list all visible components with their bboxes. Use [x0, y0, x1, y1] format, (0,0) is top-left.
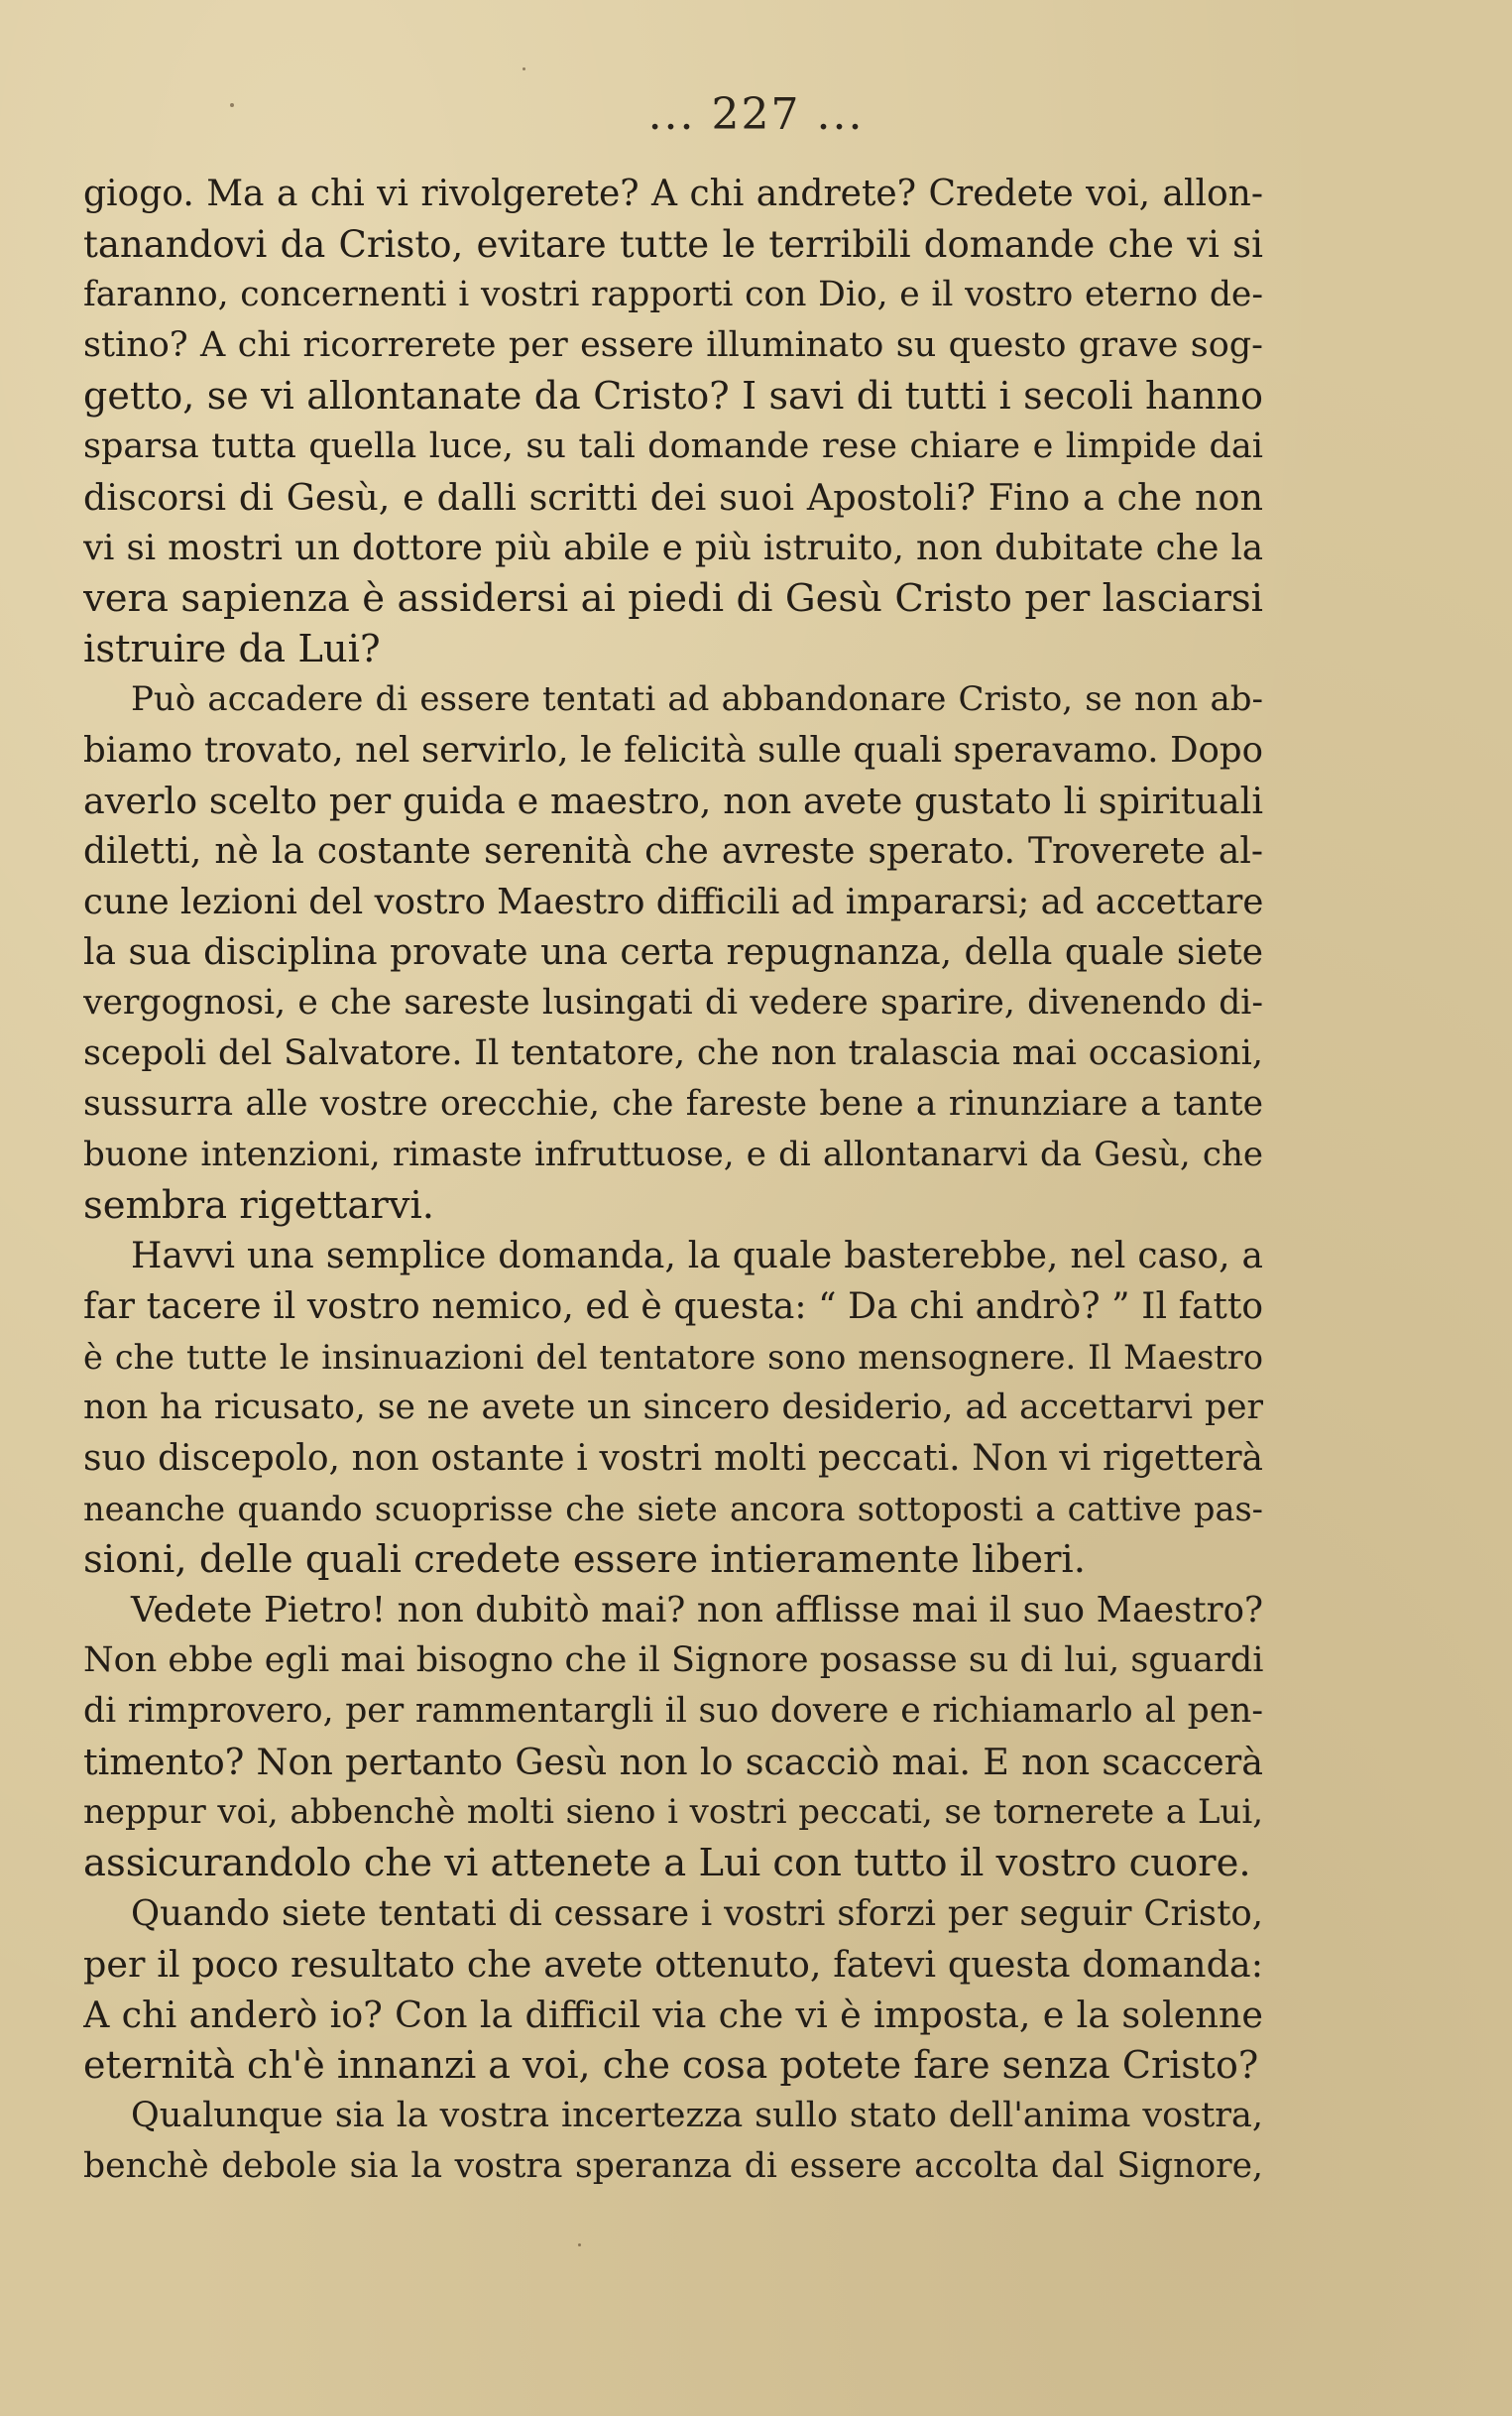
text-line: scepoli del Salvatore. Il tentatore, che non tralascia mai occasioni,: [83, 1033, 1263, 1073]
paper-speck: [230, 103, 234, 107]
text-line: eternità ch'è innanzi a voi, che cosa potete fare senza Cristo?: [83, 2043, 1259, 2087]
text-line: sussurra alle vostre orecchie, che fareste bene a rinunziare a tante: [83, 1084, 1263, 1124]
text-line: biamo trovato, nel servirlo, le felicità sulle quali speravamo. Dopo: [83, 730, 1263, 771]
paper-speck: [523, 67, 525, 70]
body-text: [83, 169, 1263, 2192]
text-line: tanandovi da Cristo, evitare tutte le terribili domande che vi si: [83, 223, 1263, 266]
page-number: ... 227 ...: [647, 89, 865, 140]
text-line: faranno, concernenti i vostri rapporti con Dio, e il vostro eterno de-: [83, 275, 1263, 314]
text-line: Vedete Pietro! non dubitò mai? non afflisse mai il suo Maestro?: [131, 1590, 1263, 1631]
text-line: è che tutte le insinuazioni del tentatore sono mensognere. Il Maestro: [83, 1338, 1263, 1377]
text-line: istruire da Lui?: [83, 627, 381, 671]
text-line: vera sapienza è assidersi ai piedi di Gesù Cristo per lasciarsi: [83, 576, 1263, 621]
text-line: far tacere il vostro nemico, ed è questa: “ Da chi andrò? ” Il fatto: [83, 1286, 1263, 1327]
text-line: la sua disciplina provate una certa repugnanza, della quale siete: [83, 932, 1263, 973]
text-line: Quando siete tentati di cessare i vostri sforzi per seguir Cristo,: [131, 1893, 1263, 1934]
text-line: sioni, delle quali credete essere intieramente liberi.: [83, 1537, 1086, 1582]
text-line: sparsa tutta quella luce, su tali domande rese chiare e limpide dai: [83, 426, 1263, 466]
text-line: non ha ricusato, se ne avete un sincero desiderio, ad accettarvi per: [83, 1388, 1263, 1427]
text-line: vergognosi, e che sareste lusingati di vedere sparire, divenendo di-: [83, 983, 1263, 1023]
text-line: timento? Non pertanto Gesù non lo scacciò mai. E non scaccerà: [83, 1741, 1263, 1783]
text-line: neppur voi, abbenchè molti sieno i vostri peccati, se tornerete a Lui,: [83, 1792, 1263, 1832]
text-line: per il poco resultato che avete ottenuto, fatevi questa domanda:: [83, 1943, 1263, 1986]
text-line: suo discepolo, non ostante i vostri molti peccati. Non vi rigetterà: [83, 1438, 1263, 1479]
text-line: Può accadere di essere tentati ad abbandonare Cristo, se non ab-: [131, 679, 1263, 719]
text-line: buone intenzioni, rimaste infruttuose, e di allontanarvi da Gesù, che: [83, 1135, 1263, 1174]
text-line: A chi anderò io? Con la difficil via che vi è imposta, e la solenne: [83, 1993, 1263, 2036]
text-line: neanche quando scuoprisse che siete ancora sottoposti a cattive pas-: [83, 1490, 1263, 1528]
text-line: discorsi di Gesù, e dalli scritti dei suoi Apostoli? Fino a che non: [83, 476, 1263, 519]
paper-speck: [578, 2243, 581, 2246]
text-line: Qualunque sia la vostra incertezza sullo stato dell'anima vostra,: [131, 2096, 1263, 2135]
text-line: Non ebbe egli mai bisogno che il Signore posasse su di lui, sguardi: [83, 1640, 1263, 1680]
text-line: Havvi una semplice domanda, la quale basterebbe, nel caso, a: [131, 1236, 1263, 1276]
text-line: sembra rigettarvi.: [83, 1183, 435, 1228]
text-line: benchè debole sia la vostra speranza di essere accolta dal Signore,: [83, 2146, 1263, 2186]
text-line: averlo scelto per guida e maestro, non avete gustato li spirituali: [83, 780, 1263, 822]
text-line: giogo. Ma a chi vi rivolgerete? A chi andrete? Credete voi, allon-: [83, 174, 1263, 214]
text-line: stino? A chi ricorrerete per essere illuminato su questo grave sog-: [83, 325, 1263, 365]
text-line: di rimprovero, per rammentargli il suo dovere e richiamarlo al pen-: [83, 1691, 1263, 1731]
text-line: diletti, nè la costante serenità che avreste sperato. Troverete al-: [83, 831, 1263, 872]
text-line: vi si mostri un dottore più abile e più istruito, non dubitate che la: [83, 528, 1263, 568]
text-line: assicurandolo che vi attenete a Lui con tutto il vostro cuore.: [83, 1841, 1251, 1885]
text-line: cune lezioni del vostro Maestro difficili ad impararsi; ad accettare: [83, 882, 1263, 922]
text-line: getto, se vi allontanate da Cristo? I savi di tutti i secoli hanno: [83, 374, 1263, 418]
